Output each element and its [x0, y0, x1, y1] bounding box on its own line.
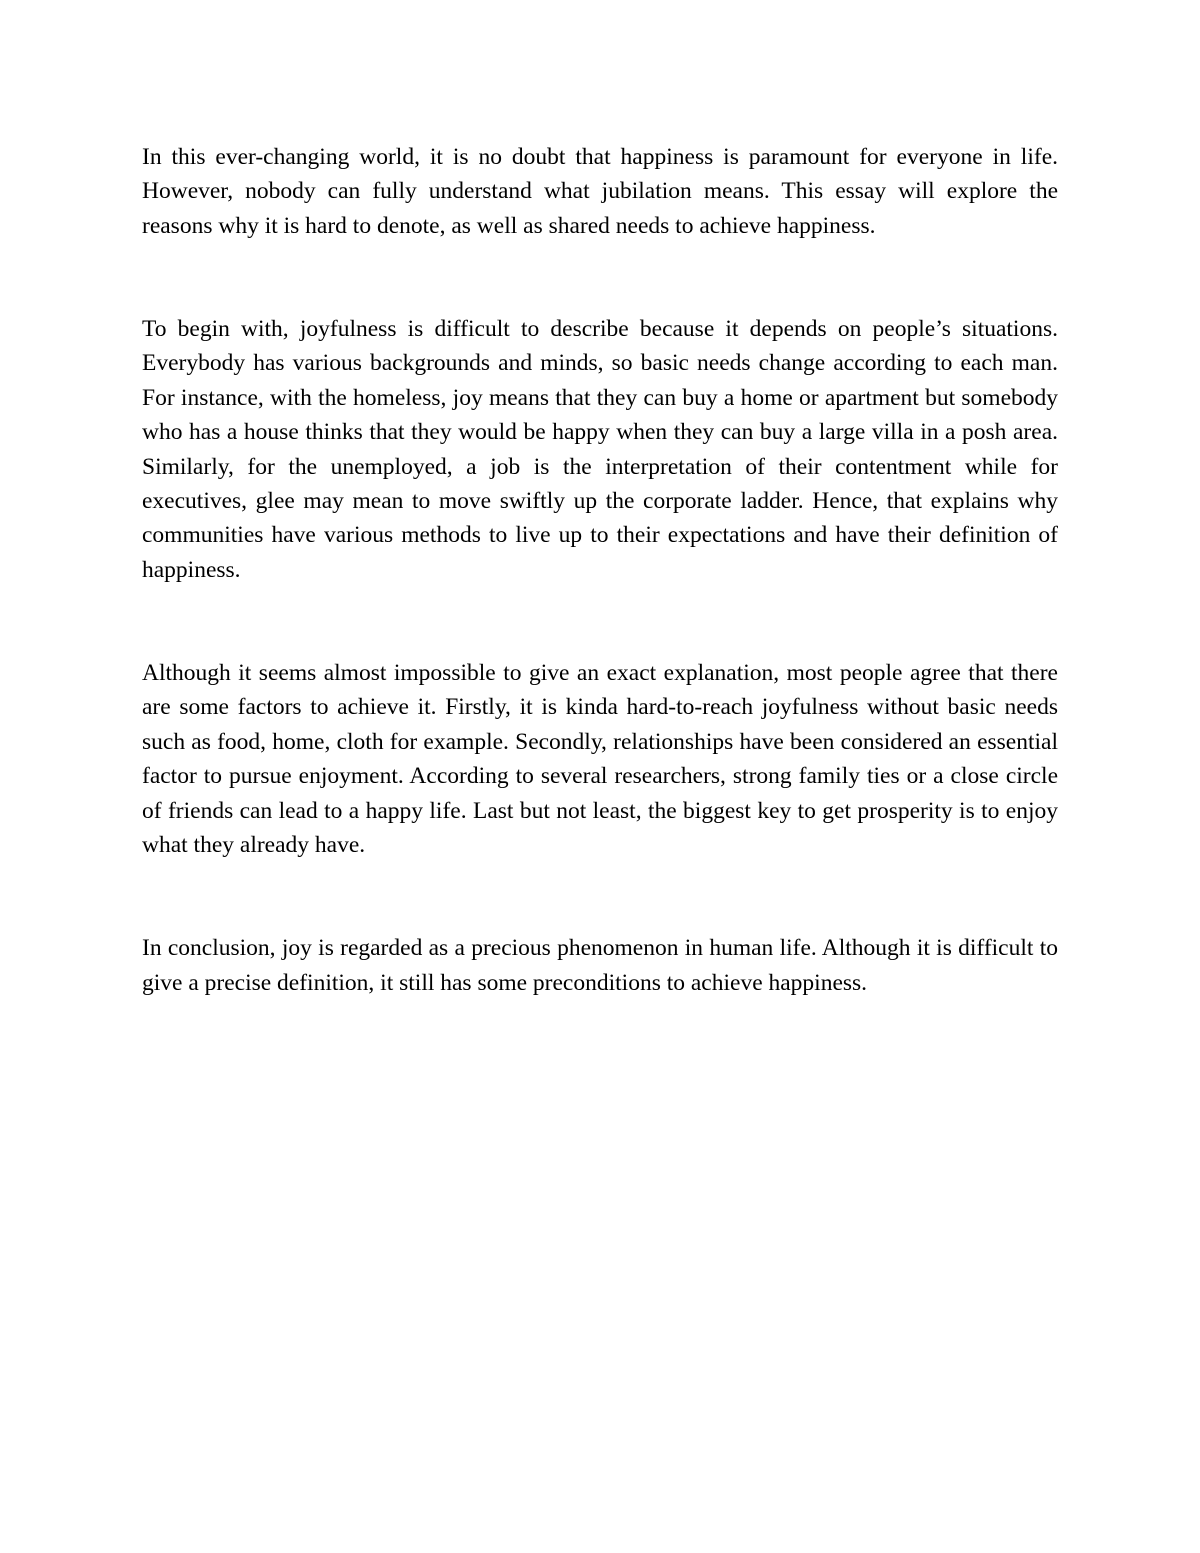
paragraph-conclusion: In conclusion, joy is regarded as a precious phenomenon in human life. Although it is difficult to give a precise definition, it still has some preconditions to achieve happiness. — [142, 935, 1058, 996]
paragraph-body-two: Although it seems almost impossible to give an exact explanation, most people agree that there are some factors to achieve it. Firstly, it is kinda hard-to-reach joyfulness without basic needs such as food, home, cloth for example. Secondly, relationships have been considered an essential factor to pursue enjoyment. According to several researchers, strong family ties or a close circle of friends can lead to a happy life. Last but not least, the biggest key to get prosperity is to enjoy what they already have. — [142, 660, 1058, 859]
paragraph-introduction: In this ever-changing world, it is no doubt that happiness is paramount for everyone in life. However, nobody can fully understand what jubilation means. This essay will explore the reasons why it is hard to denote, as well as shared needs to achieve happiness. — [142, 144, 1058, 239]
essay-body — [142, 140, 1058, 1000]
paragraph-spacer — [142, 243, 1058, 312]
paragraph-spacer — [142, 863, 1058, 932]
paragraph-spacer — [142, 587, 1058, 656]
paragraph-body-one: To begin with, joyfulness is difficult to describe because it depends on people’s situations. Everybody has various backgrounds and minds, so basic needs change according to each man. For instance, with the homeless, joy means that they can buy a home or apartment but somebody who has a house thinks that they would be happy when they can buy a large villa in a posh area. Similarly, for the unemployed, a job is the interpretation of their contentment while for executives, glee may mean to move swiftly up the corporate ladder. Hence, that explains why communities have various methods to live up to their expectations and have their definition of happiness. — [142, 316, 1058, 583]
